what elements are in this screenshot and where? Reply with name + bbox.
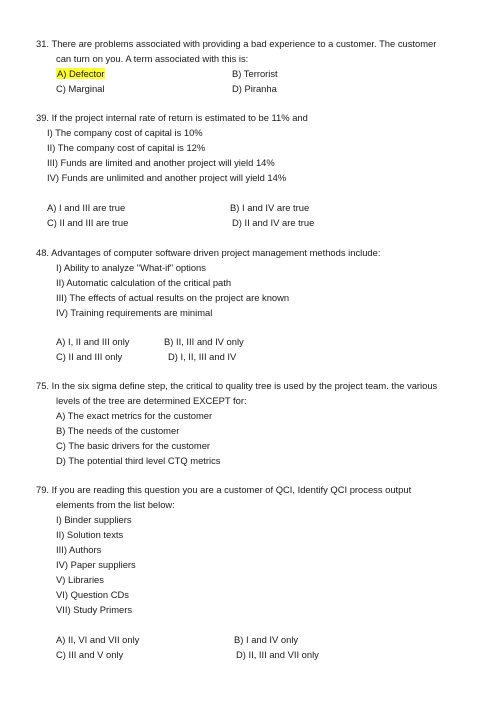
q39-option-a: A) I and III are true bbox=[47, 202, 126, 213]
q79-item-3: III) Authors bbox=[56, 544, 102, 555]
q31-option-d: D) Piranha bbox=[232, 83, 277, 94]
q39-option-b: B) I and IV are true bbox=[230, 202, 310, 213]
q79-option-a: A) II, VI and VII only bbox=[56, 634, 140, 645]
q79-item-7: VII) Study Primers bbox=[56, 604, 133, 615]
q79-stem-line-2: elements from the list below: bbox=[56, 499, 175, 510]
q75-stem-line-1: 75. In the six sigma define step, the critical to quality tree is used by the project team. the various bbox=[36, 380, 438, 391]
q48-item-4: IV) Training requirements are minimal bbox=[56, 307, 213, 318]
q79-item-2: II) Solution texts bbox=[56, 529, 124, 540]
q39-item-2: II) The company cost of capital is 12% bbox=[47, 142, 206, 153]
q79-option-d: D) II, III and VII only bbox=[236, 649, 319, 660]
q31-option-c: C) Marginal bbox=[56, 83, 105, 94]
q75-option-c: C) The basic drivers for the customer bbox=[56, 440, 211, 451]
q48-item-2: II) Automatic calculation of the critical path bbox=[56, 277, 232, 288]
q31-option-a bbox=[56, 68, 105, 80]
q75-option-b: B) The needs of the customer bbox=[56, 425, 180, 436]
q48-option-b: B) II, III and IV only bbox=[164, 336, 244, 347]
q75-stem-line-2: levels of the tree are determined EXCEPT for: bbox=[56, 395, 247, 406]
q79-item-6: VI) Question CDs bbox=[56, 589, 129, 600]
q48-item-1: I) Ability to analyze "What-if" options bbox=[56, 262, 206, 273]
q39-item-4: IV) Funds are unlimited and another project will yield 14% bbox=[47, 172, 287, 183]
q48-item-3: III) The effects of actual results on the project are known bbox=[56, 292, 290, 303]
q39-option-c: C) II and III are true bbox=[47, 217, 129, 228]
q79-item-1: I) Binder suppliers bbox=[56, 514, 132, 525]
q75-option-a: A) The exact metrics for the customer bbox=[56, 410, 213, 421]
q48-option-c: C) II and III only bbox=[56, 351, 123, 362]
q31-option-a-highlight: A) Defector bbox=[57, 68, 105, 79]
q39-item-1: I) The company cost of capital is 10% bbox=[47, 127, 203, 138]
q31-stem-line-2: can turn on you. A term associated with this is: bbox=[56, 53, 249, 64]
q48-stem: 48. Advantages of computer software driven project management methods include: bbox=[36, 247, 381, 258]
q31-option-b: B) Terrorist bbox=[232, 68, 278, 79]
q48-option-d: D) I, II, III and IV bbox=[168, 351, 237, 362]
q75-option-d: D) The potential third level CTQ metrics bbox=[56, 455, 221, 466]
q39-option-d: D) II and IV are true bbox=[232, 217, 315, 228]
q79-option-b: B) I and IV only bbox=[234, 634, 299, 645]
q31-stem-line-1: 31. There are problems associated with providing a bad experience to a customer. The customer bbox=[36, 38, 437, 49]
q79-option-c: C) III and V only bbox=[56, 649, 124, 660]
q39-stem: 39. If the project internal rate of return is estimated to be 11% and bbox=[36, 112, 308, 123]
q48-option-a: A) I, II and III only bbox=[56, 336, 130, 347]
q79-stem-line-1: 79. If you are reading this question you are a customer of QCI, Identify QCI process output bbox=[36, 484, 412, 495]
q79-item-4: IV) Paper suppliers bbox=[56, 559, 136, 570]
q79-item-5: V) Libraries bbox=[56, 574, 104, 585]
q39-item-3: III) Funds are limited and another project will yield 14% bbox=[47, 157, 275, 168]
